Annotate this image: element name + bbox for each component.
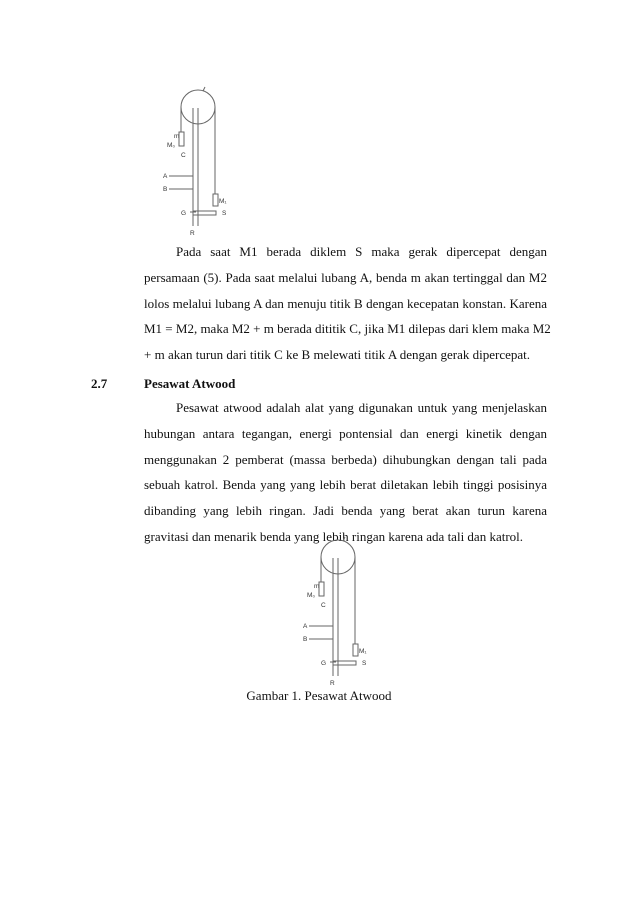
paragraph-1-line-2: persamaan (5). Pada saat melalui lubang A, benda m akan tertinggal dan M2 (144, 269, 547, 285)
mass-m0-block (179, 132, 184, 146)
label-m1: M₁ (359, 648, 367, 655)
clamp-s (333, 661, 356, 665)
paragraph-2-line-4: sebuah katrol. Benda yang yang lebih berat diletakan lebih tinggi posisinya (144, 477, 547, 493)
label-r: R (190, 230, 195, 237)
section-heading (91, 376, 235, 392)
label-s: S (362, 660, 367, 667)
atwood-diagram-bottom (300, 536, 380, 688)
label-s: S (222, 210, 227, 217)
label-m0: M₀ (167, 142, 176, 149)
clamp-s (193, 211, 216, 215)
label-a: A (303, 623, 308, 630)
paragraph-2-line-5: dibanding yang lebih ringan. Jadi benda yang berat akan turun karena (144, 503, 547, 519)
atwood-diagram-top (160, 86, 240, 238)
paragraph-2-line-1: Pesawat atwood adalah alat yang digunakan untuk yang menjelaskan (176, 400, 547, 415)
paragraph-2-line-6: gravitasi dan menarik benda yang lebih ringan karena ada tali dan katrol. (144, 528, 524, 544)
label-m0: M₀ (307, 592, 316, 599)
paragraph-2-line-3: menggunakan 2 pemberat (massa berbeda) dihubungkan dengan tali pada (144, 451, 547, 467)
figure-caption: Gambar 1. Pesawat Atwood (246, 688, 392, 703)
paragraph-1-line-4: M1 = M2, maka M2 + m berada dititik C, jika M1 dilepas dari klem maka M2 (144, 321, 551, 337)
atwood-diagram-svg (160, 86, 240, 238)
label-r: R (330, 680, 335, 687)
section-title: Pesawat Atwood (144, 376, 236, 391)
label-b: B (163, 186, 168, 193)
paragraph-1-line-1: Pada saat M1 berada diklem S maka gerak dipercepat dengan (176, 244, 547, 259)
mass-m1-block (213, 194, 218, 206)
paragraph-1-line-3: lolos melalui lubang A dan menuju titik B dengan kecepatan konstan. Karena (144, 295, 547, 311)
paragraph-1 (144, 239, 551, 368)
label-g: G (181, 210, 187, 217)
label-g: G (321, 660, 327, 667)
mass-m1-block (353, 644, 358, 656)
paragraph-2 (144, 395, 547, 550)
atwood-diagram-svg (300, 536, 380, 688)
label-m1: M₁ (219, 198, 227, 205)
paragraph-2-line-2: hubungan antara tegangan, energi pontensial dan energi kinetik dengan (144, 425, 547, 441)
label-m: m (174, 133, 180, 140)
label-b: B (303, 636, 308, 643)
label-c: C (321, 602, 326, 609)
section-number: 2.7 (91, 376, 108, 391)
paragraph-1-line-5: + m akan turun dari titik C ke B melewati titik A dengan gerak dipercepat. (144, 347, 531, 363)
label-c: C (181, 152, 186, 159)
label-a: A (163, 173, 168, 180)
label-m: m (314, 583, 320, 590)
mass-m0-block (319, 582, 324, 596)
